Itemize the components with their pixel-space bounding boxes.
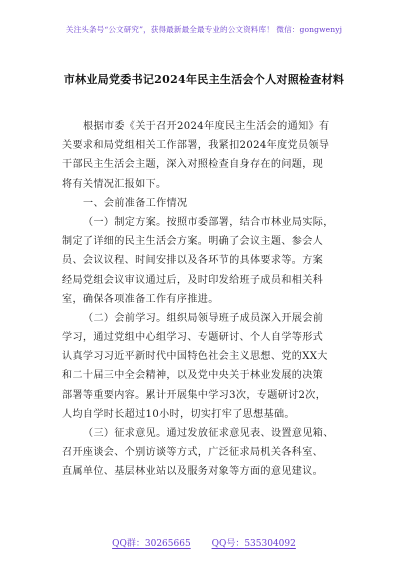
qq-number-value: 535304092 bbox=[244, 539, 296, 549]
body-line: （二）会前学习。组织局领导班子成员深入开展会前 bbox=[83, 312, 324, 324]
body-line: 将有关情况汇报如下。 bbox=[62, 178, 167, 190]
section-heading: 一、会前准备工作情况 bbox=[83, 197, 188, 209]
body-line: 部署等重要内容。累计开展集中学习3次，专题研讨2次， bbox=[62, 389, 327, 401]
body-line: 关要求和局党组相关工作部署，我紧扣2024年度党员领导 bbox=[62, 140, 330, 152]
body-line: 人均自学时长超过10小时，切实打牢了思想基础。 bbox=[62, 408, 295, 420]
qq-group bbox=[112, 536, 191, 549]
body-line: 和二十届三中全会精神，以及党中央关于林业发展的决策 bbox=[62, 370, 324, 382]
footer-watermark bbox=[0, 536, 408, 549]
qq-number-label: QQ号： bbox=[211, 539, 245, 549]
body-line: 室，确保各项准备工作有序推进。 bbox=[62, 293, 219, 305]
body-line: 直属单位、基层林业站以及服务对象等方面的意见建议。 bbox=[62, 466, 324, 478]
body-line: 经局党组会议审议通过后，及时印发给班子成员和相关科 bbox=[62, 274, 324, 286]
document-body bbox=[62, 117, 352, 482]
body-line: 根据市委《关于召开2024年度民主生活会的通知》有 bbox=[83, 121, 330, 132]
body-line: （三）征求意见。通过发放征求意见表、设置意见箱、 bbox=[83, 428, 334, 439]
body-line: 干部民主生活会主题，深入对照检查自身存在的问题，现 bbox=[62, 159, 324, 171]
qq-group-label: QQ群： bbox=[112, 539, 145, 549]
body-line: 员、会议议程、时间安排以及各环节的具体要求等。方案 bbox=[62, 255, 324, 267]
header-watermark: 关注头条号“公文研究”，获得最新最全最专业的公文资料库！ 微信：gongwenyj bbox=[65, 25, 343, 34]
qq-group-number: 30265665 bbox=[144, 539, 191, 549]
body-line: 制定了详细的民主生活会方案。明确了会议主题、参会人 bbox=[62, 236, 324, 248]
body-line: 召开座谈会、个别访谈等方式，广泛征求局机关各科室、 bbox=[62, 447, 324, 459]
qq-number bbox=[212, 536, 296, 549]
body-line: （一）制定方案。按照市委部署，结合市林业局实际， bbox=[83, 216, 334, 228]
body-line: 认真学习习近平新时代中国特色社会主义思想、党的XX大 bbox=[62, 351, 328, 363]
document-title: 市林业局党委书记2024年民主生活会个人对照检查材料 bbox=[63, 73, 345, 86]
body-line: 学习，通过党组中心组学习、专题研讨、个人自学等形式 bbox=[62, 332, 324, 344]
